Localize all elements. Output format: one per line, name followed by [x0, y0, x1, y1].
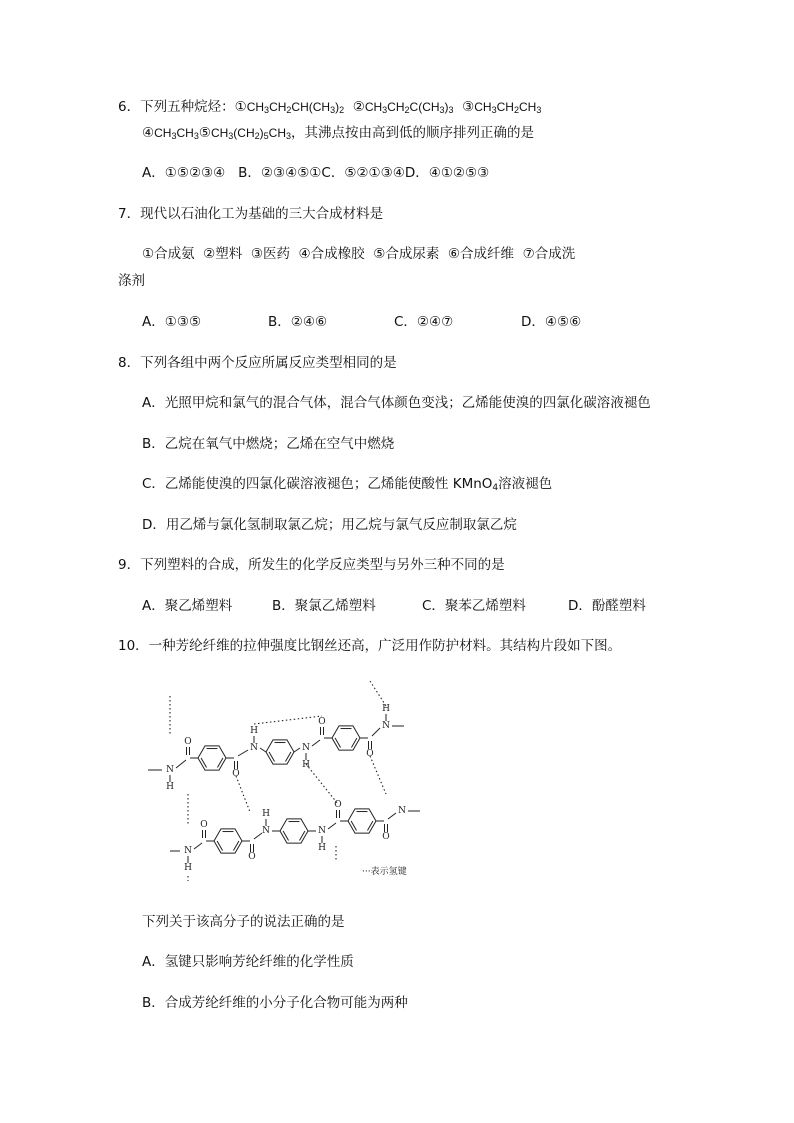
- hydrogen-bond: [370, 681, 386, 706]
- oxygen-atom: O: [366, 749, 374, 759]
- q8-option-d: D．用乙烯与氯化氢制取氯乙烷；用乙烷与氯气反应制取氯乙烷: [142, 517, 517, 533]
- oxygen-atom: O: [248, 852, 256, 862]
- chain-bond: [176, 760, 186, 768]
- q7-option-b: B．②④⑥: [268, 314, 328, 330]
- nitrogen-atom: N: [262, 826, 270, 836]
- aromatic-double-bond: [299, 831, 304, 840]
- q9-option-d: D．酚醛塑料: [568, 598, 646, 614]
- nitrogen-atom: N: [166, 765, 174, 775]
- q8-option-c: C．乙烯能使溴的四氯化碳溶液褪色；乙烯能使酸性 KMnO$_4$溶液褪色: [142, 476, 553, 493]
- hydrogen-bond: [370, 756, 386, 794]
- chain-bond: [238, 750, 248, 756]
- q9-option-c: C．聚苯乙烯塑料: [422, 598, 526, 614]
- q7-items-line-1: ①合成氨 ②塑料 ③医药 ④合成橡胶 ⑤合成尿素 ⑥合成纤维 ⑦合成洗: [142, 246, 576, 262]
- oxygen-atom: O: [334, 800, 342, 810]
- aromatic-double-bond: [285, 752, 290, 761]
- chain-bond: [194, 843, 202, 849]
- oxygen-atom: O: [200, 820, 208, 830]
- aramid-structure-figure: [140, 676, 440, 886]
- question-6-line-1: 6．下列五种烷烃：$①CH_3CH_2CH(CH_3)_2$ $②CH_3CH_2C(CH_3)_3$ $③CH_3CH_2CH_3$: [118, 99, 542, 115]
- nitrogen-atom: N: [184, 846, 192, 856]
- q10-option-b: B．合成芳纶纤维的小分子化合物可能为两种: [142, 995, 408, 1011]
- aramid-structure-diagram: [140, 676, 440, 886]
- q6-formula-2: $CH_3CH_2C(CH_3)_3$: [364, 100, 454, 115]
- q10-question: 下列关于该高分子的说法正确的是: [142, 914, 345, 930]
- aromatic-double-bond: [233, 841, 238, 850]
- hydrogen-atom: H: [302, 760, 310, 770]
- benzene-ring: [280, 819, 308, 843]
- aromatic-double-bond: [217, 841, 222, 850]
- aromatic-double-bond: [217, 758, 222, 767]
- benzene-ring: [332, 726, 360, 750]
- aromatic-double-bond: [201, 758, 206, 767]
- nitrogen-atom: N: [250, 743, 258, 753]
- question-7-stem: 7．现代以石油化工为基础的三大合成材料是: [118, 206, 384, 222]
- oxygen-atom: O: [232, 769, 240, 779]
- aromatic-double-bond: [351, 821, 356, 830]
- hydrogen-atom: H: [262, 809, 270, 819]
- hydrogen-bond-legend: ···表示氢键: [362, 867, 407, 877]
- q6-formula-4: $CH_3CH_3$: [154, 126, 199, 141]
- q8-option-b: B．乙烷在氧气中燃烧；乙烯在空气中燃烧: [142, 436, 395, 452]
- hydrogen-atom: H: [318, 843, 326, 853]
- q6-stem: 6．下列五种烷烃：①: [118, 99, 247, 115]
- question-9-stem: 9．下列塑料的合成，所发生的化学反应类型与另外三种不同的是: [118, 557, 505, 573]
- benzene-ring: [198, 746, 226, 770]
- aromatic-double-bond: [269, 752, 274, 761]
- nitrogen-atom: N: [318, 826, 326, 836]
- aromatic-double-bond: [367, 821, 372, 830]
- q7-option-c: C．②④⑦: [394, 314, 454, 330]
- oxygen-atom: O: [382, 832, 390, 842]
- aromatic-double-bond: [283, 831, 288, 840]
- q7-items-line-2: 涤剂: [118, 273, 145, 289]
- chain-bond: [388, 813, 396, 819]
- benzene-ring: [214, 829, 242, 853]
- nitrogen-atom: N: [302, 743, 310, 753]
- q6-options: A．①⑤②③④ B．②③④⑤①C．⑤②①③④D．④①②⑤③: [142, 165, 490, 181]
- chain-bond: [254, 833, 262, 839]
- q9-option-a: A．聚乙烯塑料: [142, 598, 233, 614]
- hydrogen-bond: [306, 764, 338, 804]
- q6-formula-1: $CH_3CH_2CH(CH_3)_2$: [246, 100, 345, 115]
- q9-option-b: B．聚氯乙烯塑料: [272, 598, 376, 614]
- chain-bond: [312, 740, 320, 746]
- hydrogen-atom: H: [382, 704, 390, 714]
- oxygen-atom: O: [184, 737, 192, 747]
- nitrogen-atom: N: [382, 721, 390, 731]
- chain-bond: [372, 728, 380, 736]
- hydrogen-atom: H: [166, 782, 174, 792]
- q7-option-d: D．④⑤⑥: [521, 314, 582, 330]
- question-6-line-2: $④CH_3CH_3⑤CH_3(CH_2)_5CH_3$，其沸点按由高到低的顺序排列正确的是: [142, 125, 535, 141]
- chain-bond: [328, 823, 336, 829]
- nitrogen-atom: N: [398, 806, 406, 816]
- aromatic-double-bond: [335, 738, 340, 747]
- benzene-ring: [266, 740, 294, 764]
- chain-bond: [294, 748, 300, 752]
- q6-formula-3: $CH_3CH_2CH_3$: [474, 100, 542, 115]
- aromatic-double-bond: [351, 738, 356, 747]
- q6-formula-5: $CH_3(CH_2)_5CH_3$: [210, 126, 292, 141]
- hydrogen-bond: [236, 776, 250, 812]
- oxygen-atom: O: [318, 717, 326, 727]
- benzene-ring: [348, 809, 376, 833]
- hydrogen-bond: [254, 716, 322, 724]
- question-8-stem: 8．下列各组中两个反应所属反应类型相同的是: [118, 355, 397, 371]
- hydrogen-atom: H: [184, 863, 192, 873]
- q8-option-a: A．光照甲烷和氯气的混合气体，混合气体颜色变浅；乙烯能使溴的四氯化碳溶液褪色: [142, 395, 651, 411]
- chain-bond: [260, 748, 266, 752]
- hydrogen-atom: H: [250, 726, 258, 736]
- q7-option-a: A．①③⑤: [142, 314, 202, 330]
- question-10-stem: 10．一种芳纶纤维的拉伸强度比钢丝还高，广泛用作防护材料。其结构片段如下图。: [118, 638, 622, 654]
- q10-option-a: A．氢键只影响芳纶纤维的化学性质: [142, 954, 354, 970]
